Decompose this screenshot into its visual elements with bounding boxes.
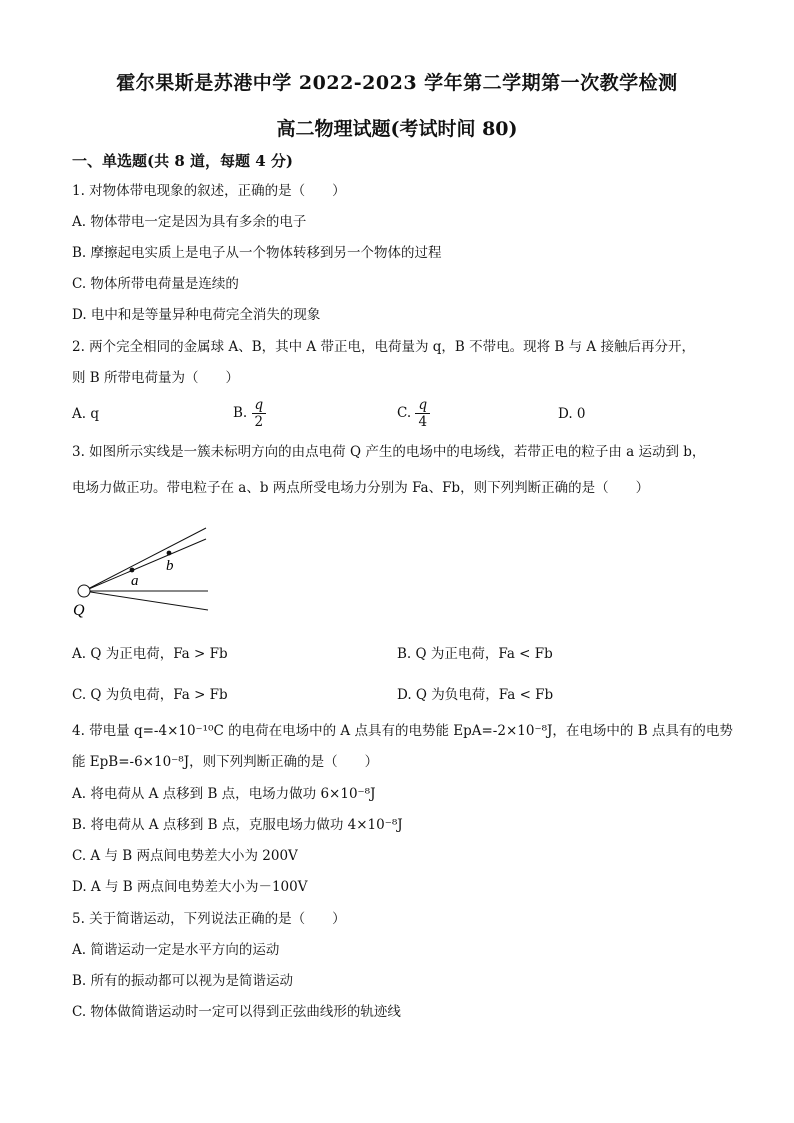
q3-stem-line1: 3. 如图所示实线是一簇未标明方向的由点电荷 Q 产生的电场中的电场线，若带正电的粒子由 a 运动到 b， [72, 444, 706, 460]
q2-option-c-label: C. [397, 405, 412, 421]
q3-option-d: D. Q 为负电荷，Fa < Fb [397, 687, 554, 703]
q5-stem: 5. 关于简谐运动，下列说法正确的是（ ） [72, 911, 346, 927]
point-b-label: b [166, 558, 174, 574]
section-heading: 一、单选题(共 8 道，每题 4 分) [72, 152, 293, 170]
q2-option-b [233, 397, 266, 430]
point-a-label: a [131, 573, 139, 589]
q3-option-c: C. Q 为负电荷，Fa > Fb [72, 687, 228, 703]
q3-option-b: B. Q 为正电荷，Fa < Fb [397, 646, 553, 662]
q4-stem-line2: 能 EpB=-6×10⁻⁸J，则下列判断正确的是（ ） [72, 754, 379, 770]
q2-option-b-fraction [252, 397, 267, 430]
field-line-upper [84, 528, 206, 591]
q5-option-b: B. 所有的振动都可以视为是简谐运动 [72, 973, 294, 989]
point-b-dot [167, 551, 172, 556]
q4-option-a: A. 将电荷从 A 点移到 B 点，电场力做功 6×10⁻⁸J [72, 786, 376, 802]
q5-option-a: A. 简谐运动一定是水平方向的运动 [72, 942, 280, 958]
exam-subtitle: 高二物理试题(考试时间 80) [276, 118, 518, 140]
q2-option-b-numerator: q [252, 397, 267, 414]
q3-stem-line2: 电场力做正功。带电粒子在 a、b 两点所受电场力分别为 Fa、Fb，则下列判断正确的是（ ） [72, 480, 650, 496]
q2-option-a: A. q [72, 406, 99, 422]
q2-option-c-denominator: 4 [418, 414, 428, 430]
q1-option-a: A. 物体带电一定是因为具有多余的电子 [72, 214, 307, 230]
q2-option-c-fraction [415, 397, 430, 430]
q2-stem-line1: 2. 两个完全相同的金属球 A、B，其中 A 带正电，电荷量为 q，B 不带电。现将 B 与 A 接触后再分开， [72, 339, 695, 355]
q3-option-a: A. Q 为正电荷，Fa > Fb [72, 646, 228, 662]
field-line-lower [84, 591, 208, 610]
point-a-dot [130, 568, 135, 573]
q4-option-c: C. A 与 B 两点间电势差大小为 200V [72, 848, 298, 864]
q4-option-d: D. A 与 B 两点间电势差大小为－100V [72, 879, 308, 895]
q4-option-b: B. 将电荷从 A 点移到 B 点，克服电场力做功 4×10⁻⁸J [72, 817, 403, 833]
exam-title: 霍尔果斯是苏港中学 2022-2023 学年第二学期第一次教学检测 [116, 72, 678, 94]
q4-stem-line1: 4. 带电量 q=-4×10⁻¹⁰C 的电荷在电场中的 A 点具有的电势能 EpA=-2×10⁻⁸J，在电场中的 B 点具有的电势 [72, 723, 733, 739]
q2-option-c-numerator: q [415, 397, 430, 414]
q2-option-b-label: B. [233, 405, 248, 421]
q5-option-c: C. 物体做简谐运动时一定可以得到正弦曲线形的轨迹线 [72, 1004, 401, 1020]
q1-stem: 1. 对物体带电现象的叙述，正确的是（ ） [72, 183, 346, 199]
charge-q-label: Q [73, 602, 85, 619]
field-line-middle [84, 539, 206, 591]
q2-option-c [397, 397, 430, 430]
q2-stem-line2: 则 B 所带电荷量为（ ） [72, 370, 240, 386]
q1-option-c: C. 物体所带电荷量是连续的 [72, 276, 239, 292]
electric-field-figure [70, 520, 220, 620]
q2-option-d: D. 0 [558, 406, 586, 422]
q2-option-b-denominator: 2 [254, 414, 264, 430]
q1-option-d: D. 电中和是等量异种电荷完全消失的现象 [72, 307, 321, 323]
q1-option-b: B. 摩擦起电实质上是电子从一个物体转移到另一个物体的过程 [72, 245, 442, 261]
point-charge-q [78, 585, 90, 597]
